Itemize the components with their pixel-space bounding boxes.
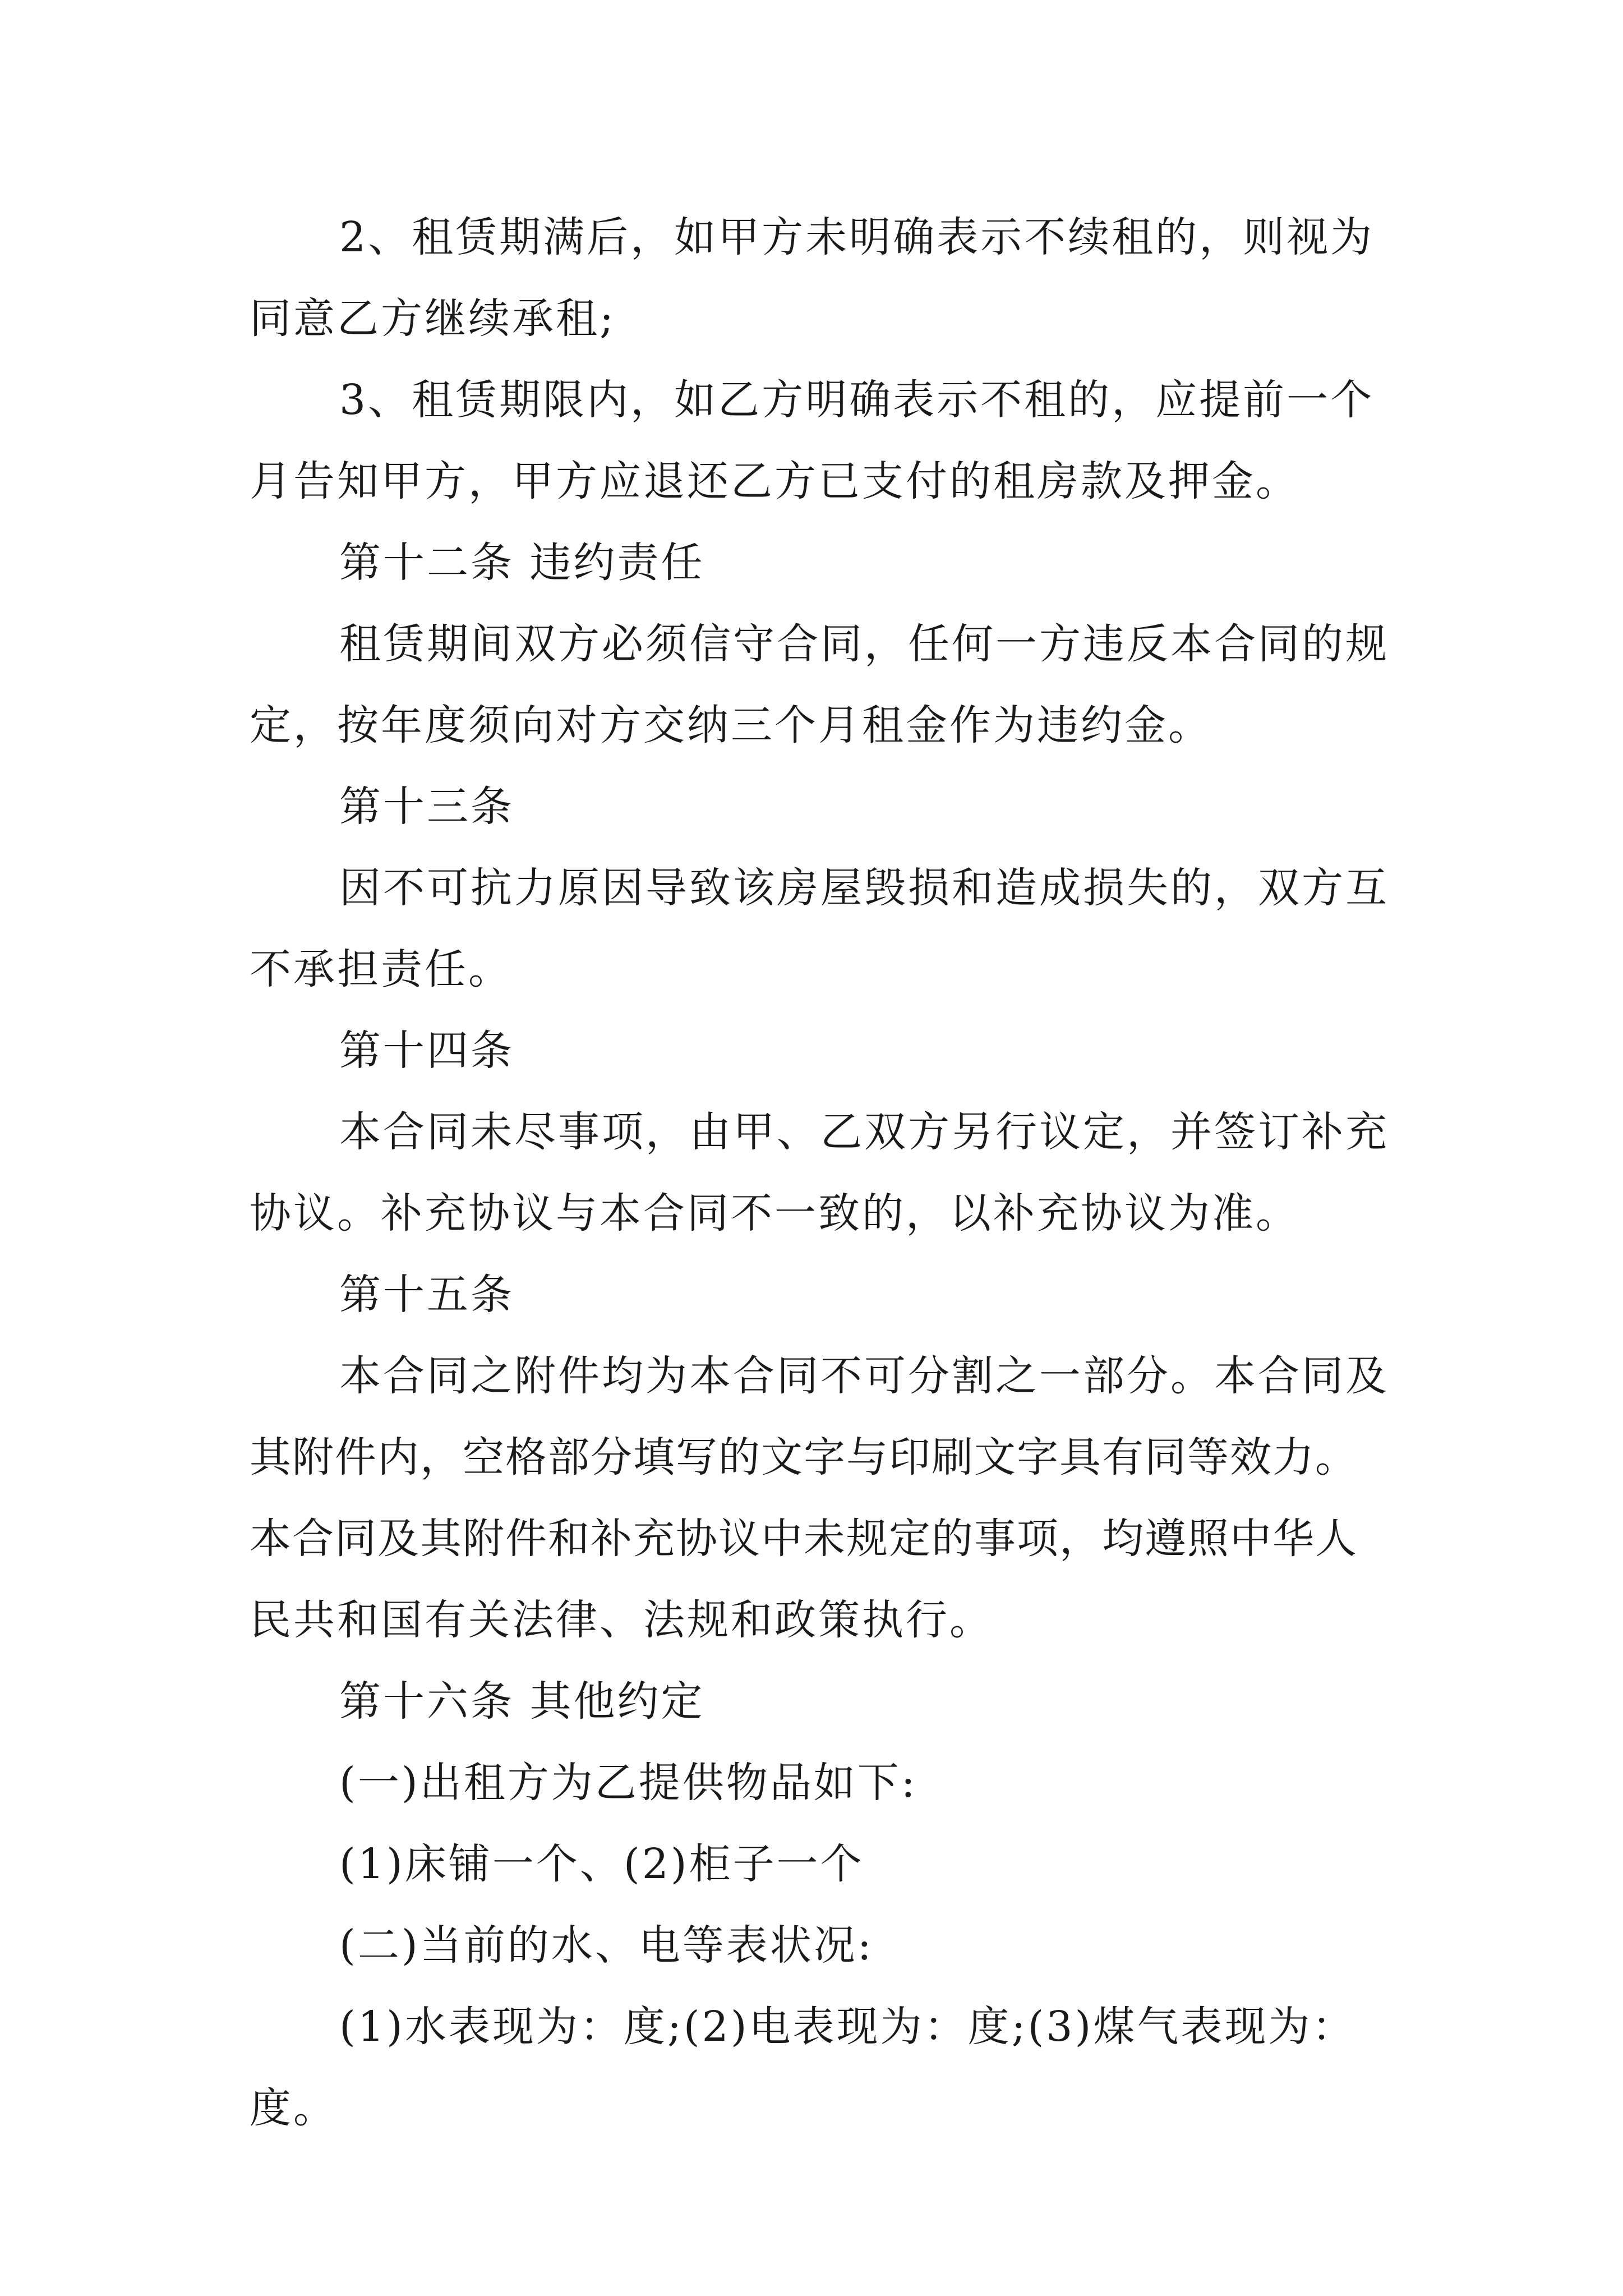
clause-line: 因不可抗力原因导致该房屋毁损和造成损失的，双方互 bbox=[339, 864, 1389, 912]
clause-line: 不承担责任。 bbox=[250, 945, 512, 993]
clause-line: 定，按年度须向对方交纳三个月租金作为违约金。 bbox=[250, 701, 1212, 749]
article-heading: 第十五条 bbox=[339, 1271, 514, 1319]
article-heading: 第十四条 bbox=[339, 1027, 514, 1075]
clause-line: 2、租赁期满后，如甲方未明确表示不续租的，则视为 bbox=[339, 213, 1375, 261]
article-heading: 第十六条 其他约定 bbox=[339, 1677, 705, 1726]
clause-line: 度。 bbox=[250, 2084, 337, 2132]
clause-line: 租赁期间双方必须信守合同，任何一方违反本合同的规 bbox=[339, 620, 1389, 668]
clause-line: 其附件内，空格部分填写的文字与印刷文字具有同等效力。 bbox=[250, 1433, 1358, 1481]
clause-line: (二)当前的水、电等表状况: bbox=[339, 1921, 874, 1970]
article-heading: 第十二条 违约责任 bbox=[339, 539, 705, 587]
document-body bbox=[250, 212, 1405, 2164]
clause-line: 本合同之附件均为本合同不可分割之一部分。本合同及 bbox=[339, 1352, 1389, 1400]
article-heading: 第十三条 bbox=[339, 783, 514, 831]
clause-line: 本合同未尽事项，由甲、乙双方另行议定，并签订补充 bbox=[339, 1108, 1389, 1156]
clause-line: (一)出租方为乙提供物品如下: bbox=[339, 1759, 917, 1807]
clause-line: (1)水表现为：度;(2)电表现为：度;(3)煤气表现为： bbox=[339, 2003, 1356, 2051]
clause-line: 民共和国有关法律、法规和政策执行。 bbox=[250, 1596, 993, 1644]
clause-line: 同意乙方继续承租; bbox=[250, 295, 616, 343]
clause-line: 月告知甲方，甲方应退还乙方已支付的租房款及押金。 bbox=[250, 457, 1299, 505]
clause-line: 协议。补充协议与本合同不一致的，以补充协议为准。 bbox=[250, 1189, 1299, 1237]
clause-line: 本合同及其附件和补充协议中未规定的事项，均遵照中华人 bbox=[250, 1515, 1358, 1563]
clause-line: 3、租赁期限内，如乙方明确表示不租的，应提前一个 bbox=[339, 376, 1375, 424]
clause-line: (1)床铺一个、(2)柜子一个 bbox=[339, 1840, 864, 1888]
